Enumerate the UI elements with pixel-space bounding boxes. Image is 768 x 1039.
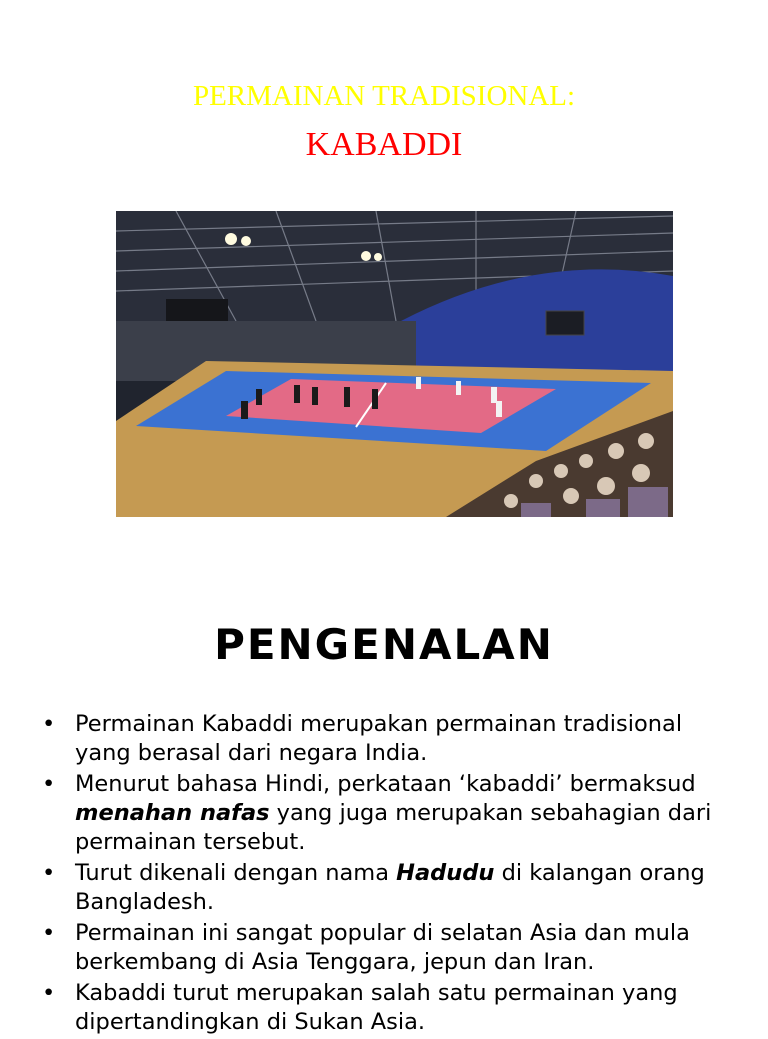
bullet-list [40,710,740,1039]
list-item [40,710,740,768]
bullet-text: Menurut bahasa Hindi, perkataan ‘kabaddi’ bermaksud [75,771,696,797]
bullet-text: Turut dikenali dengan nama [75,860,397,886]
bullet-icon: • [42,980,56,1006]
bullet-text-after: di kalangan orang Bangladesh. [75,860,705,915]
bullet-text: Kabaddi turut merupakan salah satu permainan yang dipertandingkan di Sukan Asia. [75,980,678,1035]
bullet-text: Permainan ini sangat popular di selatan Asia dan mula berkembang di Asia Tenggara, jepun dan Iran. [75,920,690,975]
kabaddi-arena-photo [116,211,673,517]
list-item [40,859,740,917]
bullet-emphasis: Hadudu [396,860,495,886]
section-heading: PENGENALAN [214,620,554,669]
list-item [40,979,740,1037]
bullet-text-after: yang juga merupakan sebahagian dari permainan tersebut. [75,800,712,855]
arena-illustration [116,211,673,517]
list-item [40,770,740,857]
bullet-icon: • [42,920,56,946]
bullet-icon: • [42,711,56,737]
bullet-emphasis: menahan nafas [75,800,270,826]
slide-subtitle: KABADDI [305,126,463,163]
list-item [40,919,740,977]
bullet-icon: • [42,860,56,886]
bullet-icon: • [42,771,56,797]
slide-title: PERMAINAN TRADISIONAL: [192,80,576,112]
bullet-text: Permainan Kabaddi merupakan permainan tradisional yang berasal dari negara India. [75,711,683,766]
